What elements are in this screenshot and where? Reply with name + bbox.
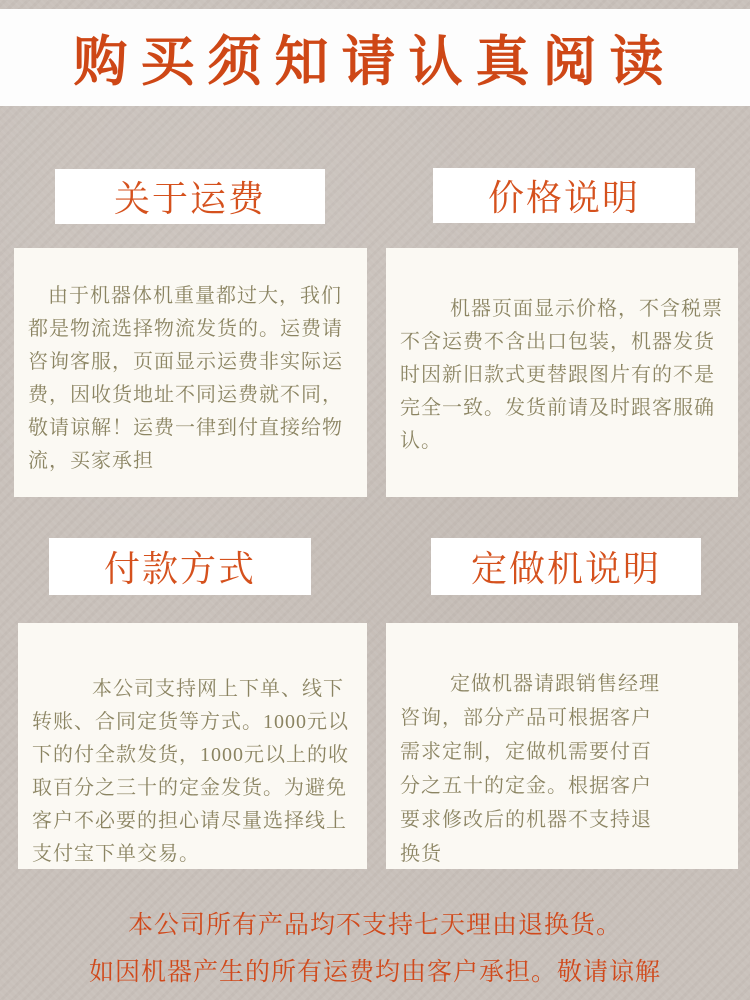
footer-note-no-return: 本公司所有产品均不支持七天理由退换货。 [127,911,622,939]
section-header-price [433,168,695,223]
banner [0,9,750,106]
section-body-custom-machine [386,623,738,869]
section-body-price-text: 机器页面显示价格，不含税票不含运费不含出口包装，机器发货时因新旧款式更替跟图片有的不是完全一致。发货前请及时跟客服确认。 [400,298,723,452]
section-body-shipping-text: 由于机器体机重量都过大，我们都是物流选择物流发货的。运费请咨询客服，页面显示运费非实际运费，因收货地址不同运费就不同，敬请谅解！运费一律到付直接给物流，买家承担 [28,285,343,472]
section-header-price-label: 价格说明 [487,177,640,218]
section-body-price [386,248,738,497]
section-header-payment [49,538,311,595]
section-header-payment-label: 付款方式 [103,548,256,589]
section-body-shipping [14,248,367,497]
section-body-payment [18,623,367,869]
section-header-custom-machine [431,538,701,595]
section-body-payment-text: 本公司支持网上下单、线下转账、合同定货等方式。1000元以下的付全款发货，1000元以上的收取百分之三十的定金发货。为避免客户不必要的担心请尽量选择线上支付宝下单交易。 [32,678,349,865]
footer-note-freight: 如因机器产生的所有运费均由客户承担。敬请谅解 [88,958,661,986]
section-body-custom-machine-text: 定做机器请跟销售经理咨询，部分产品可根据客户需求定制，定做机需要付百分之五十的定金。根据客户要求修改后的机器不支持退换货 [400,673,660,865]
section-header-shipping [55,169,325,224]
page-title: 购买须知请认真阅读 [73,32,677,92]
section-header-shipping-label: 关于运费 [113,178,266,219]
section-header-custom-machine-label: 定做机说明 [470,548,661,589]
